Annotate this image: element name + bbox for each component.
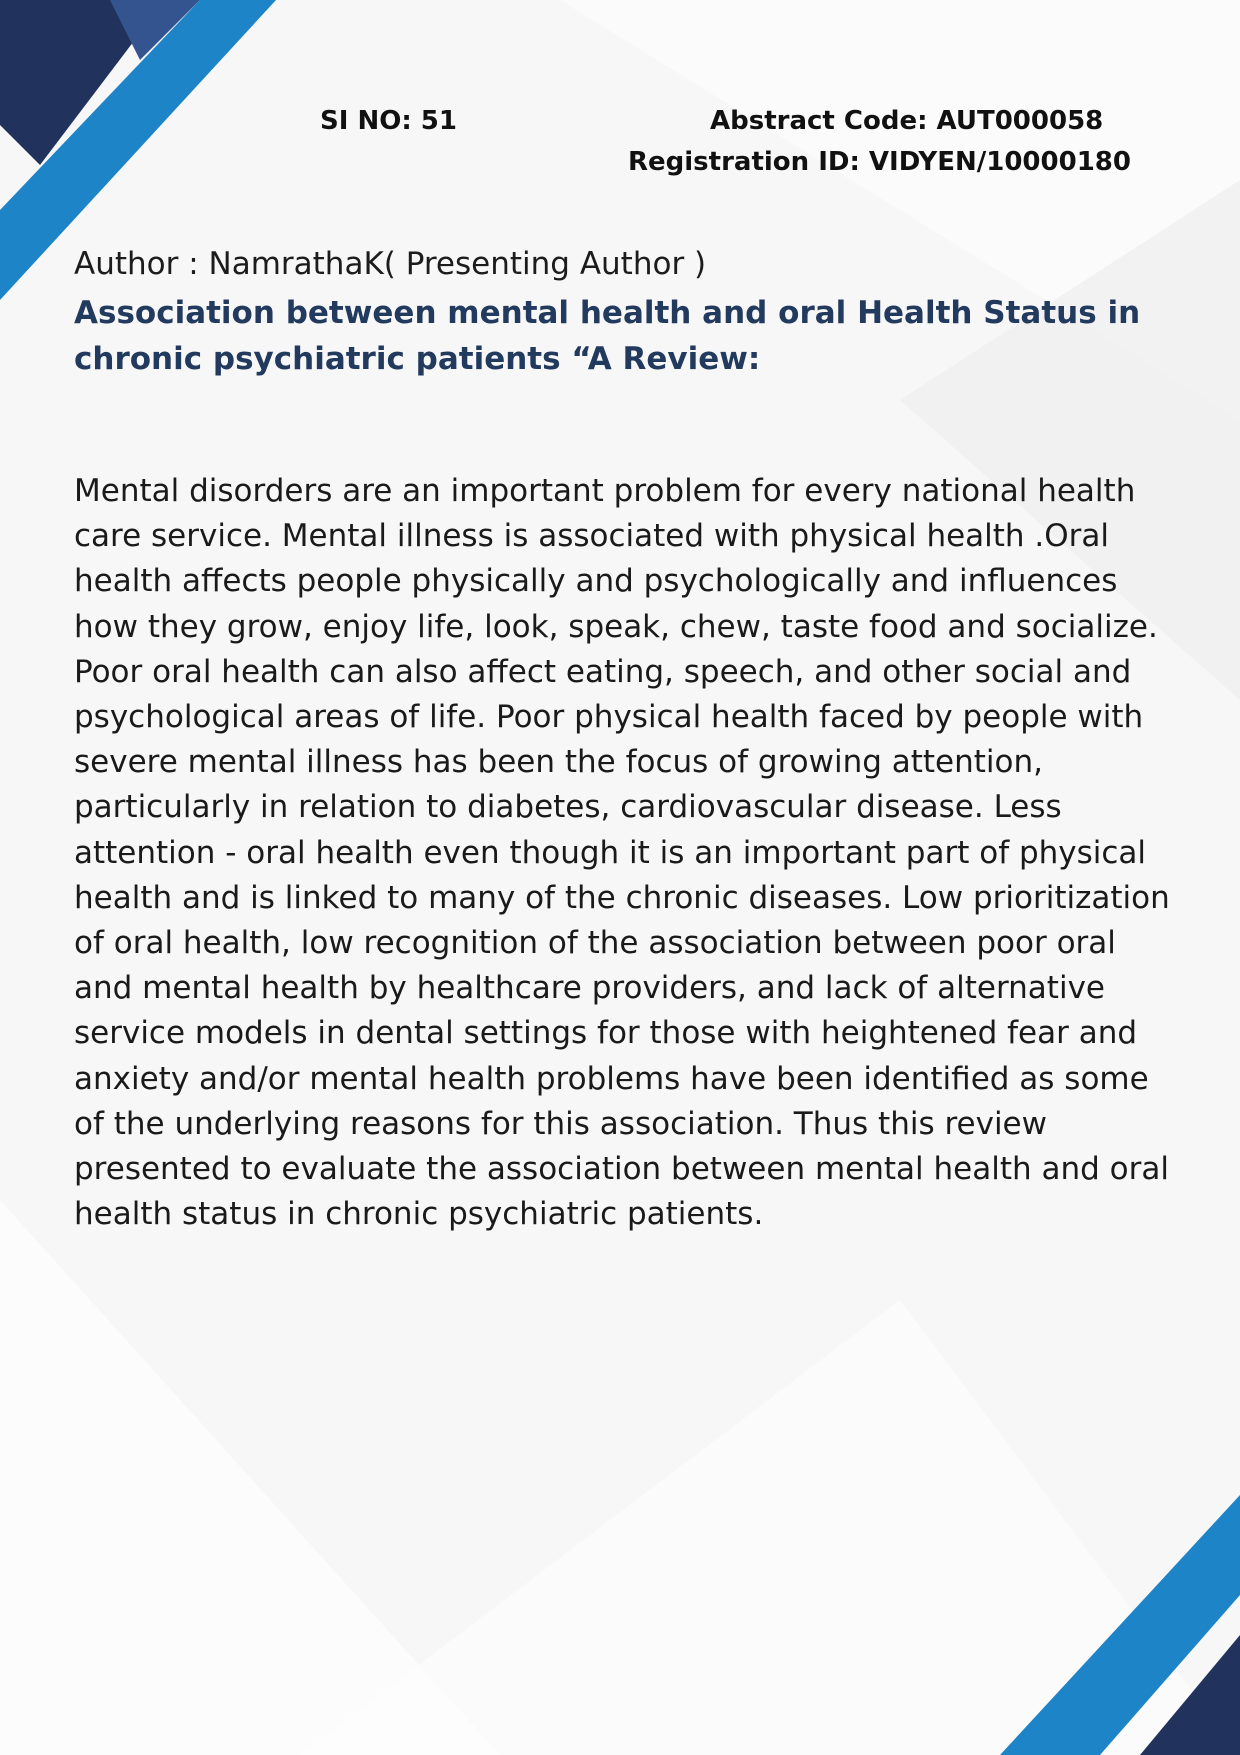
registration-id: Registration ID: VIDYEN/10000180 [628, 147, 1131, 177]
abstract-title: Association between mental health and oral Health Status in chronic psychiatric patients “A Review: [74, 295, 1141, 377]
si-number: SI NO: 51 [320, 106, 457, 136]
author-line: Author : NamrathaK( Presenting Author ) [74, 246, 707, 282]
abstract-body: Mental disorders are an important problem for every national health care service. Mental illness is associated with physical health .Oral health affects people physically and psychologically and influences how they grow, enjoy life, look, speak, chew, taste food and socialize. Poor oral health can also affect eating, speech, and other social and psychological areas of life. Poor physical health faced by people with severe mental illness has been the focus of growing attention, particularly in relation to diabetes, cardiovascular disease. Less attention - oral health even though it is an important part of physical health and is linked to many of the chronic diseases. Low prioritization of oral health, low recognition of the association between poor oral and mental health by healthcare providers, and lack of alternative service models in dental settings for those with heightened fear and anxiety and/or mental health problems have been identified as some of the underlying reasons for this association. Thus this review presented to evaluate the association between mental health and oral health status in chronic psychiatric patients. [74, 473, 1170, 1233]
abstract-code: Abstract Code: AUT000058 [710, 106, 1104, 136]
